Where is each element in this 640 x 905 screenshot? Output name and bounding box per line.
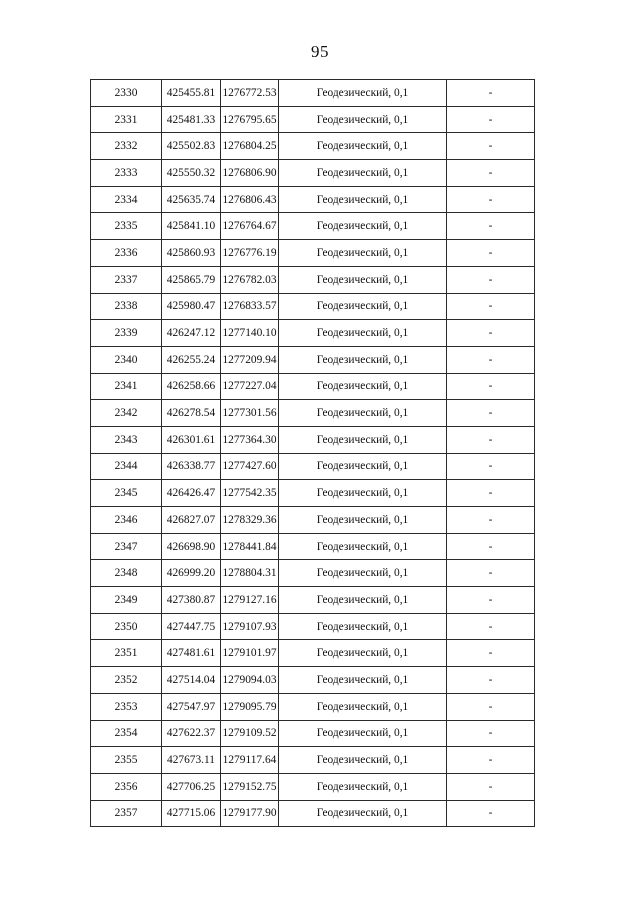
point-number-cell: 2349 xyxy=(91,587,162,614)
note-cell: - xyxy=(447,373,535,400)
method-accuracy-cell: Геодезический, 0,1 xyxy=(279,213,447,240)
table-row xyxy=(91,186,535,213)
x-coordinate-cell: 427715.06 xyxy=(162,800,221,827)
x-coordinate-cell: 427447.75 xyxy=(162,613,221,640)
point-number-cell: 2340 xyxy=(91,346,162,373)
note-cell: - xyxy=(447,133,535,160)
y-coordinate-cell: 1276795.65 xyxy=(221,106,279,133)
y-coordinate-cell: 1276833.57 xyxy=(221,293,279,320)
method-accuracy-cell: Геодезический, 0,1 xyxy=(279,426,447,453)
x-coordinate-cell: 426301.61 xyxy=(162,426,221,453)
point-number-cell: 2332 xyxy=(91,133,162,160)
point-number-cell: 2356 xyxy=(91,773,162,800)
note-cell: - xyxy=(447,186,535,213)
table-row xyxy=(91,747,535,774)
note-cell: - xyxy=(447,747,535,774)
method-accuracy-cell: Геодезический, 0,1 xyxy=(279,693,447,720)
table-row xyxy=(91,400,535,427)
y-coordinate-cell: 1279177.90 xyxy=(221,800,279,827)
note-cell: - xyxy=(447,613,535,640)
y-coordinate-cell: 1276782.03 xyxy=(221,266,279,293)
y-coordinate-cell: 1278441.84 xyxy=(221,533,279,560)
note-cell: - xyxy=(447,80,535,107)
method-accuracy-cell: Геодезический, 0,1 xyxy=(279,480,447,507)
note-cell: - xyxy=(447,800,535,827)
note-cell: - xyxy=(447,400,535,427)
y-coordinate-cell: 1277209.94 xyxy=(221,346,279,373)
table-row xyxy=(91,346,535,373)
point-number-cell: 2342 xyxy=(91,400,162,427)
x-coordinate-cell: 427514.04 xyxy=(162,667,221,694)
point-number-cell: 2345 xyxy=(91,480,162,507)
y-coordinate-cell: 1279109.52 xyxy=(221,720,279,747)
point-number-cell: 2352 xyxy=(91,667,162,694)
table-row xyxy=(91,693,535,720)
method-accuracy-cell: Геодезический, 0,1 xyxy=(279,266,447,293)
table-row xyxy=(91,106,535,133)
y-coordinate-cell: 1278329.36 xyxy=(221,507,279,534)
method-accuracy-cell: Геодезический, 0,1 xyxy=(279,293,447,320)
table-row xyxy=(91,266,535,293)
y-coordinate-cell: 1276806.43 xyxy=(221,186,279,213)
x-coordinate-cell: 425865.79 xyxy=(162,266,221,293)
x-coordinate-cell: 427547.97 xyxy=(162,693,221,720)
point-number-cell: 2348 xyxy=(91,560,162,587)
x-coordinate-cell: 426338.77 xyxy=(162,453,221,480)
x-coordinate-cell: 425980.47 xyxy=(162,293,221,320)
table-row xyxy=(91,240,535,267)
point-number-cell: 2350 xyxy=(91,613,162,640)
point-number-cell: 2339 xyxy=(91,320,162,347)
y-coordinate-cell: 1277140.10 xyxy=(221,320,279,347)
y-coordinate-cell: 1276806.90 xyxy=(221,160,279,187)
point-number-cell: 2335 xyxy=(91,213,162,240)
y-coordinate-cell: 1279152.75 xyxy=(221,773,279,800)
method-accuracy-cell: Геодезический, 0,1 xyxy=(279,400,447,427)
method-accuracy-cell: Геодезический, 0,1 xyxy=(279,667,447,694)
point-number-cell: 2357 xyxy=(91,800,162,827)
table-row xyxy=(91,587,535,614)
point-number-cell: 2334 xyxy=(91,186,162,213)
method-accuracy-cell: Геодезический, 0,1 xyxy=(279,346,447,373)
note-cell: - xyxy=(447,773,535,800)
y-coordinate-cell: 1279101.97 xyxy=(221,640,279,667)
table-row xyxy=(91,480,535,507)
method-accuracy-cell: Геодезический, 0,1 xyxy=(279,587,447,614)
point-number-cell: 2330 xyxy=(91,80,162,107)
table-row xyxy=(91,613,535,640)
x-coordinate-cell: 425550.32 xyxy=(162,160,221,187)
table-row xyxy=(91,667,535,694)
point-number-cell: 2338 xyxy=(91,293,162,320)
page-number: 95 xyxy=(311,42,329,61)
y-coordinate-cell: 1277542.35 xyxy=(221,480,279,507)
note-cell: - xyxy=(447,293,535,320)
note-cell: - xyxy=(447,480,535,507)
point-number-cell: 2337 xyxy=(91,266,162,293)
point-number-cell: 2347 xyxy=(91,533,162,560)
x-coordinate-cell: 426278.54 xyxy=(162,400,221,427)
point-number-cell: 2336 xyxy=(91,240,162,267)
table-row xyxy=(91,293,535,320)
method-accuracy-cell: Геодезический, 0,1 xyxy=(279,186,447,213)
table-row xyxy=(91,800,535,827)
y-coordinate-cell: 1276804.25 xyxy=(221,133,279,160)
table-row xyxy=(91,133,535,160)
y-coordinate-cell: 1279107.93 xyxy=(221,613,279,640)
x-coordinate-cell: 426827.07 xyxy=(162,507,221,534)
coordinates-table xyxy=(90,79,535,827)
table-row xyxy=(91,773,535,800)
note-cell: - xyxy=(447,720,535,747)
method-accuracy-cell: Геодезический, 0,1 xyxy=(279,720,447,747)
y-coordinate-cell: 1276764.67 xyxy=(221,213,279,240)
note-cell: - xyxy=(447,560,535,587)
note-cell: - xyxy=(447,453,535,480)
table-row xyxy=(91,507,535,534)
table-row xyxy=(91,720,535,747)
point-number-cell: 2346 xyxy=(91,507,162,534)
point-number-cell: 2353 xyxy=(91,693,162,720)
point-number-cell: 2343 xyxy=(91,426,162,453)
method-accuracy-cell: Геодезический, 0,1 xyxy=(279,507,447,534)
point-number-cell: 2333 xyxy=(91,160,162,187)
note-cell: - xyxy=(447,587,535,614)
note-cell: - xyxy=(447,160,535,187)
x-coordinate-cell: 426255.24 xyxy=(162,346,221,373)
method-accuracy-cell: Геодезический, 0,1 xyxy=(279,800,447,827)
table-row xyxy=(91,453,535,480)
x-coordinate-cell: 425635.74 xyxy=(162,186,221,213)
coordinates-table-body xyxy=(91,80,535,827)
note-cell: - xyxy=(447,320,535,347)
y-coordinate-cell: 1279127.16 xyxy=(221,587,279,614)
x-coordinate-cell: 426698.90 xyxy=(162,533,221,560)
y-coordinate-cell: 1278804.31 xyxy=(221,560,279,587)
method-accuracy-cell: Геодезический, 0,1 xyxy=(279,773,447,800)
note-cell: - xyxy=(447,346,535,373)
note-cell: - xyxy=(447,266,535,293)
x-coordinate-cell: 425860.93 xyxy=(162,240,221,267)
y-coordinate-cell: 1277364.30 xyxy=(221,426,279,453)
y-coordinate-cell: 1279117.64 xyxy=(221,747,279,774)
method-accuracy-cell: Геодезический, 0,1 xyxy=(279,747,447,774)
y-coordinate-cell: 1276776.19 xyxy=(221,240,279,267)
point-number-cell: 2344 xyxy=(91,453,162,480)
x-coordinate-cell: 427481.61 xyxy=(162,640,221,667)
note-cell: - xyxy=(447,533,535,560)
note-cell: - xyxy=(447,693,535,720)
x-coordinate-cell: 426258.66 xyxy=(162,373,221,400)
point-number-cell: 2341 xyxy=(91,373,162,400)
x-coordinate-cell: 426999.20 xyxy=(162,560,221,587)
table-row xyxy=(91,640,535,667)
method-accuracy-cell: Геодезический, 0,1 xyxy=(279,80,447,107)
point-number-cell: 2355 xyxy=(91,747,162,774)
point-number-cell: 2331 xyxy=(91,106,162,133)
note-cell: - xyxy=(447,213,535,240)
y-coordinate-cell: 1277427.60 xyxy=(221,453,279,480)
x-coordinate-cell: 426426.47 xyxy=(162,480,221,507)
point-number-cell: 2351 xyxy=(91,640,162,667)
method-accuracy-cell: Геодезический, 0,1 xyxy=(279,640,447,667)
x-coordinate-cell: 425455.81 xyxy=(162,80,221,107)
note-cell: - xyxy=(447,426,535,453)
method-accuracy-cell: Геодезический, 0,1 xyxy=(279,533,447,560)
method-accuracy-cell: Геодезический, 0,1 xyxy=(279,320,447,347)
table-row xyxy=(91,160,535,187)
table-row xyxy=(91,373,535,400)
x-coordinate-cell: 425841.10 xyxy=(162,213,221,240)
method-accuracy-cell: Геодезический, 0,1 xyxy=(279,373,447,400)
y-coordinate-cell: 1276772.53 xyxy=(221,80,279,107)
table-row xyxy=(91,213,535,240)
y-coordinate-cell: 1277227.04 xyxy=(221,373,279,400)
table-row xyxy=(91,426,535,453)
note-cell: - xyxy=(447,106,535,133)
table-row xyxy=(91,533,535,560)
method-accuracy-cell: Геодезический, 0,1 xyxy=(279,613,447,640)
table-row xyxy=(91,80,535,107)
x-coordinate-cell: 427706.25 xyxy=(162,773,221,800)
method-accuracy-cell: Геодезический, 0,1 xyxy=(279,106,447,133)
x-coordinate-cell: 427673.11 xyxy=(162,747,221,774)
table-row xyxy=(91,560,535,587)
note-cell: - xyxy=(447,640,535,667)
note-cell: - xyxy=(447,667,535,694)
y-coordinate-cell: 1279095.79 xyxy=(221,693,279,720)
y-coordinate-cell: 1279094.03 xyxy=(221,667,279,694)
y-coordinate-cell: 1277301.56 xyxy=(221,400,279,427)
x-coordinate-cell: 425481.33 xyxy=(162,106,221,133)
method-accuracy-cell: Геодезический, 0,1 xyxy=(279,453,447,480)
note-cell: - xyxy=(447,240,535,267)
method-accuracy-cell: Геодезический, 0,1 xyxy=(279,240,447,267)
method-accuracy-cell: Геодезический, 0,1 xyxy=(279,560,447,587)
table-row xyxy=(91,320,535,347)
method-accuracy-cell: Геодезический, 0,1 xyxy=(279,133,447,160)
point-number-cell: 2354 xyxy=(91,720,162,747)
x-coordinate-cell: 426247.12 xyxy=(162,320,221,347)
note-cell: - xyxy=(447,507,535,534)
x-coordinate-cell: 427380.87 xyxy=(162,587,221,614)
x-coordinate-cell: 427622.37 xyxy=(162,720,221,747)
method-accuracy-cell: Геодезический, 0,1 xyxy=(279,160,447,187)
x-coordinate-cell: 425502.83 xyxy=(162,133,221,160)
